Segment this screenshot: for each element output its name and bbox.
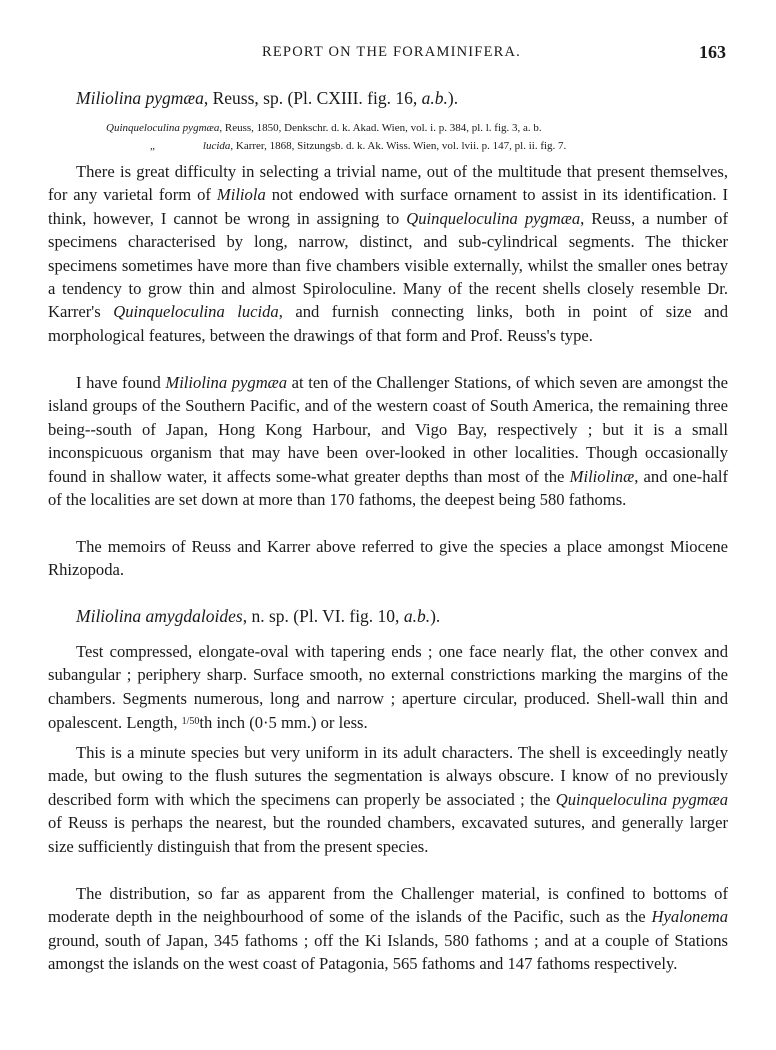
paragraph-remarks: This is a minute species but very uniform in its adult characters. The shell is exceedingly neatly made, but owing to the flush sutures the segmentation is always obscure. I know of no previously described form with which the specimens can properly be associated ; the Quinqueloculina pygmæa of Reuss is perhaps the nearest, but the rounded chambers, excavated sutures, and generally larger size sufficiently distinguish that from the present species. — [48, 743, 728, 856]
paragraph-stations: I have found Miliolina pygmæa at ten of the Challenger Stations, of which seven are amongst the island groups of the Southern Pacific, and of the western coast of South America, the remaining three being--south of Japan, Hong Kong Harbour, and Vigo Bay, respectively ; but it is a small inconspicuous organism that may have been over-looked in other localities. Though occasionally found in shallow water, it affects some-what greater depths than most of the Miliolinæ, and one-half of the localities are set down at more than 170 fathoms, the deepest being 580 fathoms. — [48, 373, 729, 510]
heading-close: ). — [447, 88, 459, 108]
heading-close: ). — [430, 606, 441, 626]
synonym-line — [150, 140, 566, 152]
synonym-name: lucida — [202, 140, 231, 152]
running-title: REPORT ON THE FORAMINIFERA. — [262, 44, 521, 60]
figure-letters: a.b. — [403, 606, 431, 626]
paragraph-difficulty: There is great difficulty in selecting a trivial name, out of the multitude that present themselves, for any varietal form of Miliola not endowed with surface ornament to assist in its identification. I think, however, I cannot be wrong in assigning to Quinqueloculina pygmæa, Reuss, a number of specimens characterised by long, narrow, distinct, and sub-cylindrical segments. The thicker specimens sometimes have more than five chambers visible externally, whilst the smaller ones betray a tendency to grow thin and almost Spiroloculine. Many of the recent shells closely resemble Dr. Karrer's Quinqueloculina lucida, and furnish connecting links, both in point of size and morphological features, between the drawings of that form and Prof. Reuss's type. — [48, 162, 729, 345]
page-number: 163 — [699, 42, 726, 62]
species-heading-amygdaloides — [76, 606, 440, 627]
synonym-citation: , Reuss, 1850, Denkschr. d. k. Akad. Wien, vol. i. p. 384, pl. l. fig. 3, a. b. — [219, 122, 542, 134]
paragraph-distribution: The distribution, so far as apparent from the Challenger material, is confined to bottoms of moderate depth in the neighbourhood of some of the islands of the Pacific, such as the Hyalonema ground, south of Japan, 345 fathoms ; off the Ki Islands, 580 fathoms ; and at a couple of Stations amongst the islands on the west coast of Patagonia, 565 fathoms and 147 fathoms respectively. — [48, 884, 728, 974]
fraction: 1/50 — [181, 716, 200, 728]
figure-letters: a.b. — [421, 88, 448, 108]
synonym-line — [106, 122, 542, 134]
species-authority: , n. sp. (Pl. VI. fig. 10, — [242, 606, 404, 626]
species-name: Miliolina amygdaloides — [76, 606, 243, 626]
species-heading-pygmaea — [76, 88, 458, 109]
paragraph-memoirs: The memoirs of Reuss and Karrer above referred to give the species a place amongst Miocene Rhizopoda. — [48, 537, 728, 580]
species-authority: , Reuss, sp. (Pl. CXIII. fig. 16, — [203, 88, 422, 108]
synonym-name: Quinqueloculina pygmæa — [106, 122, 220, 134]
paragraph-description: Test compressed, elongate-oval with tapering ends ; one face nearly flat, the other convex and subangular ; periphery sharp. Surface smooth, no external constrictions marking the margins of the chambers. Segments numerous, long and narrow ; aperture circular, produced. Shell-wall thin and opalescent. Length, $^{1/50}$th inch (0·5 mm.) or less. — [48, 642, 728, 733]
synonym-citation: , Karrer, 1868, Sitzungsb. d. k. Ak. Wiss. Wien, vol. lvii. p. 147, pl. ii. fig. 7. — [230, 140, 567, 152]
species-name: Miliolina pygmæa — [76, 88, 204, 108]
ditto-mark: „ — [150, 140, 155, 152]
